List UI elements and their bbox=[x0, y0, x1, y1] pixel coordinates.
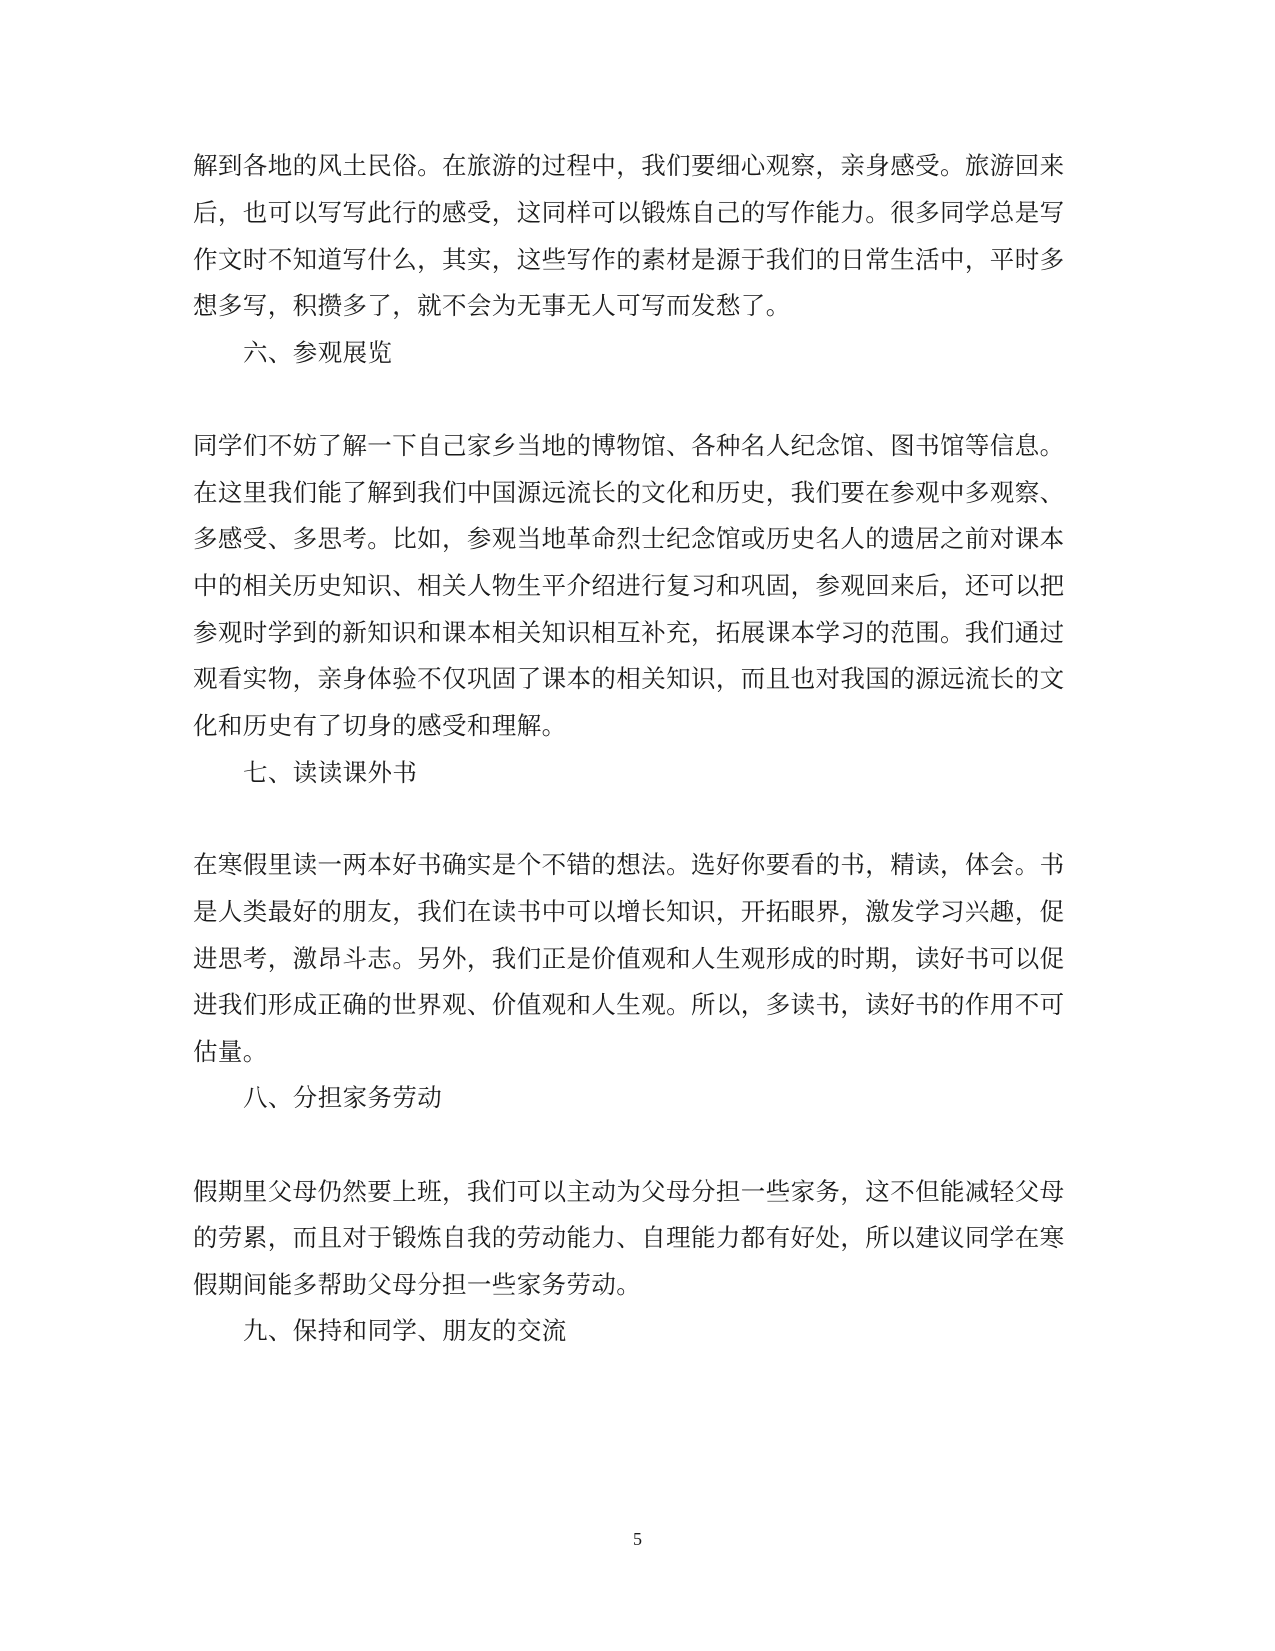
paragraph-line: 同学们不妨了解一下自己家乡当地的博物馆、各种名人纪念馆、图书馆等信息。 bbox=[193, 431, 1065, 460]
section-heading-6: 六、参观展览 bbox=[243, 338, 393, 367]
paragraph-line: 在寒假里读一两本好书确实是个不错的想法。选好你要看的书，精读，体会。书 bbox=[193, 850, 1065, 879]
paragraph-line: 中的相关历史知识、相关人物生平介绍进行复习和巩固，参观回来后，还可以把 bbox=[193, 571, 1065, 600]
paragraph-line: 进我们形成正确的世界观、价值观和人生观。所以，多读书，读好书的作用不可 bbox=[193, 990, 1065, 1019]
paragraph-line: 是人类最好的朋友，我们在读书中可以增长知识，开拓眼界，激发学习兴趣，促 bbox=[193, 897, 1065, 926]
section-heading-8: 八、分担家务劳动 bbox=[243, 1083, 443, 1112]
paragraph-line: 解到各地的风土民俗。在旅游的过程中，我们要细心观察，亲身感受。旅游回来 bbox=[193, 151, 1065, 180]
page-number: 5 bbox=[633, 1529, 642, 1549]
paragraph-line: 化和历史有了切身的感受和理解。 bbox=[193, 711, 567, 740]
paragraph-line: 想多写，积攒多了，就不会为无事无人可写而发愁了。 bbox=[193, 291, 791, 320]
paragraph-line: 假期间能多帮助父母分担一些家务劳动。 bbox=[193, 1270, 642, 1299]
paragraph-line: 假期里父母仍然要上班，我们可以主动为父母分担一些家务，这不但能减轻父母 bbox=[193, 1177, 1065, 1206]
paragraph-line: 观看实物，亲身体验不仅巩固了课本的相关知识，而且也对我国的源远流长的文 bbox=[193, 664, 1065, 693]
paragraph-line: 多感受、多思考。比如，参观当地革命烈士纪念馆或历史名人的遗居之前对课本 bbox=[193, 524, 1065, 553]
paragraph-line: 进思考，激昂斗志。另外，我们正是价值观和人生观形成的时期，读好书可以促 bbox=[193, 944, 1065, 973]
paragraph-line: 在这里我们能了解到我们中国源远流长的文化和历史，我们要在参观中多观察、 bbox=[193, 478, 1065, 507]
section-heading-9: 九、保持和同学、朋友的交流 bbox=[243, 1316, 567, 1345]
paragraph-line: 的劳累，而且对于锻炼自我的劳动能力、自理能力都有好处，所以建议同学在寒 bbox=[193, 1223, 1065, 1252]
paragraph-line: 作文时不知道写什么，其实，这些写作的素材是源于我们的日常生活中，平时多 bbox=[193, 245, 1065, 274]
paragraph-line: 估量。 bbox=[193, 1037, 268, 1066]
section-heading-7: 七、读读课外书 bbox=[243, 758, 418, 787]
paragraph-line: 参观时学到的新知识和课本相关知识相互补充，拓展课本学习的范围。我们通过 bbox=[193, 618, 1065, 647]
paragraph-line: 后，也可以写写此行的感受，这同样可以锻炼自己的写作能力。很多同学总是写 bbox=[193, 198, 1065, 227]
